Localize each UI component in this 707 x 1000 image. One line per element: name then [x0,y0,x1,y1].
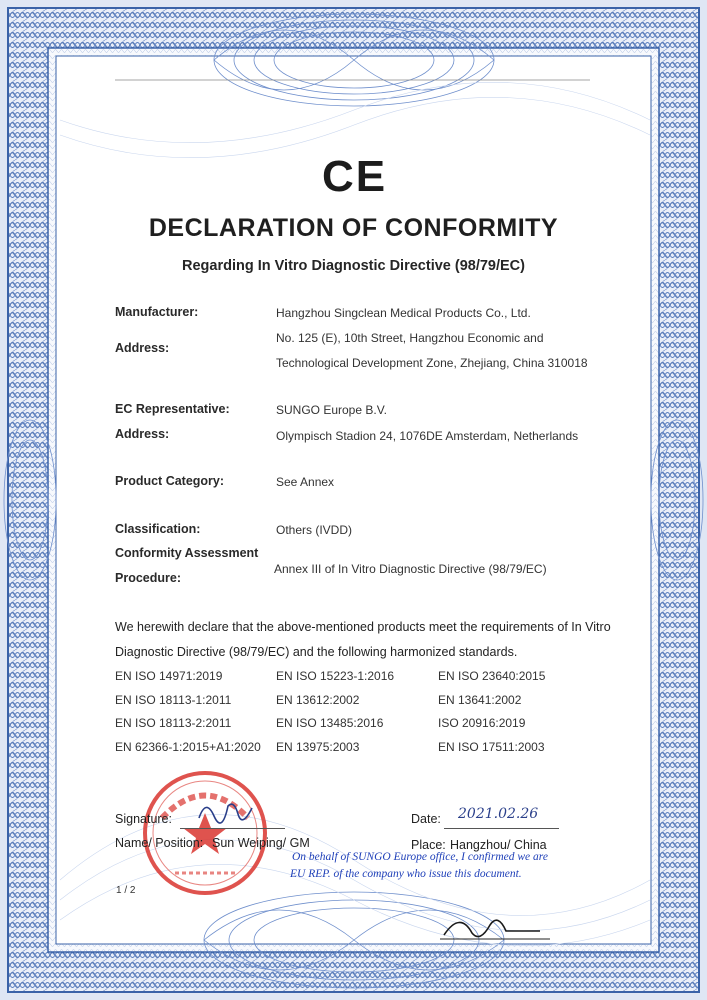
page-number: 1 / 2 [116,885,136,896]
standard-item: EN ISO 23640:2015 [438,669,546,683]
document-title: DECLARATION OF CONFORMITY [148,214,559,242]
place-value: Hangzhou/ China [450,838,547,852]
company-seal-icon [140,768,270,898]
standard-item: EN ISO 14971:2019 [115,669,223,683]
ec-rep-value: SUNGO Europe B.V. [276,403,387,417]
manufacturer-label: Manufacturer: [115,305,199,319]
classification-value: Others (IVDD) [276,523,353,537]
procedure-value: Annex III of In Vitro Diagnostic Directive (98/79/EC) [274,562,547,576]
ec-rep-address-label: Address: [115,427,170,441]
date-label: Date: [411,812,441,826]
document-subtitle: Regarding In Vitro Diagnostic Directive (98/79/EC) [182,258,525,274]
product-category-value: See Annex [276,475,335,489]
classification-label: Classification: [115,522,201,536]
procedure-label: Procedure: [115,571,181,585]
standard-item: EN ISO 18113-1:2011 [115,693,232,707]
declaration-line1: We herewith declare that the above-mentioned products meet the requirements of In Vitro [115,620,611,634]
manufacturer-value: Hangzhou Singclean Medical Products Co., Ltd. [276,306,531,320]
product-category-label: Product Category: [115,474,225,488]
standard-item: EN ISO 15223-1:2016 [276,669,395,683]
date-value: 2021.02.26 [458,806,539,822]
signature-line [180,828,285,829]
name-position-label: Name/ Position: [115,836,204,850]
signature-label: Signature: [115,812,172,826]
standard-item: EN 62366-1:2015+A1:2020 [115,740,261,754]
place-label: Place: [411,838,446,852]
manufacturer-address-label: Address: [115,341,170,355]
standard-item: EN ISO 18113-2:2011 [115,716,232,730]
standard-item: EN 13975:2003 [276,740,360,754]
declaration-line2: Diagnostic Directive (98/79/EC) and the following harmonized standards. [115,645,518,659]
conformity-assessment-label: Conformity Assessment [115,546,259,560]
handwritten-signature-icon [196,796,256,826]
eu-rep-signature-icon [440,905,550,945]
manufacturer-address-line2: Technological Development Zone, Zhejiang, China 310018 [276,356,588,370]
ec-rep-address: Olympisch Stadion 24, 1076DE Amsterdam, Netherlands [276,429,579,443]
standard-item: EN 13612:2002 [276,693,360,707]
standard-item: ISO 20916:2019 [438,716,526,730]
name-position-value: Sun Weiping/ GM [212,836,310,850]
standard-item: EN ISO 13485:2016 [276,716,384,730]
ec-rep-label: EC Representative: [115,402,230,416]
eu-rep-note-line1: On behalf of SUNGO Europe office, I confirmed we are [292,851,548,863]
standard-item: EN ISO 17511:2003 [438,740,545,754]
eu-rep-note-line2: EU REP. of the company who issue this document. [290,868,522,880]
date-line [444,828,559,829]
standard-item: EN 13641:2002 [438,693,522,707]
manufacturer-address-line1: No. 125 (E), 10th Street, Hangzhou Economic and [276,331,544,345]
ce-mark: CE [322,152,388,201]
